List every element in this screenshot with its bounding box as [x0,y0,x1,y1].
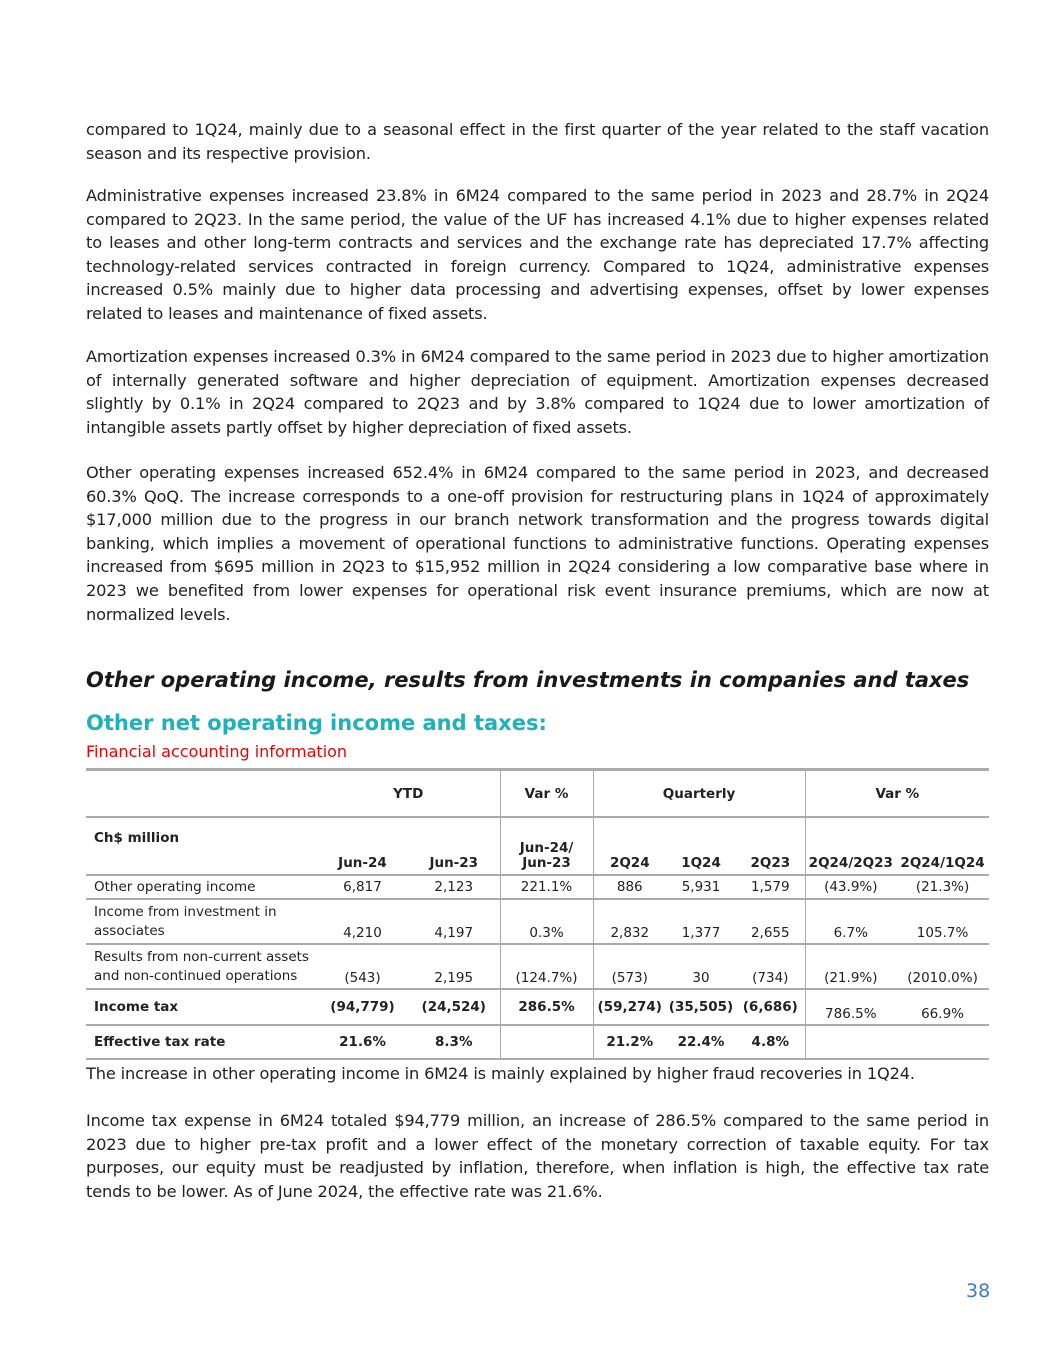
cell: 2,832 [593,899,666,944]
paragraph-other-operating-expenses: Other operating expenses increased 652.4% in 6M24 compared to the same period in 2023, and decreased 60.3% QoQ. The increase corresponds to a one-off provision for restructuring plans in 1Q24 of approximately $17,000 million due to the progress in our branch network transformation and the progress towards digital banking, which implies a movement of operational functions to administrative functions. Operating expenses increased from $695 million in 2Q23 to $15,952 million in 2Q24 considering a low comparative base where in 2023 we benefited from lower expenses for operational risk event insurance premiums, which are now at normalized levels. [86,463,989,624]
cell: (21.3%) [896,875,989,899]
cell: 886 [593,875,666,899]
cell: 2,195 [408,944,500,989]
cell: (124.7%) [500,944,593,989]
group-header: YTD [317,770,500,818]
cell: (21.9%) [805,944,896,989]
row-label: Results from non-current assets and non-continued operations [86,944,317,989]
cell: 286.5% [500,989,593,1025]
cell: 30 [666,944,736,989]
cell: 21.2% [593,1025,666,1059]
cell: 5,931 [666,875,736,899]
table-row [86,1025,989,1059]
cell: 22.4% [666,1025,736,1059]
cell: 4,210 [317,899,408,944]
column-header: Jun-23 [408,817,500,875]
cell: 1,377 [666,899,736,944]
cell: (43.9%) [805,875,896,899]
cell: (94,779) [317,989,408,1025]
cell [896,1025,989,1059]
cell: 6,817 [317,875,408,899]
cell: 786.5% [805,989,896,1025]
empty-header [86,770,317,818]
column-header: Jun-24 [317,817,408,875]
column-header-row [86,817,989,875]
cell: (6,686) [736,989,805,1025]
cell: 21.6% [317,1025,408,1059]
cell: 2,123 [408,875,500,899]
table-row [86,875,989,899]
cell: (35,505) [666,989,736,1025]
paragraph-other-income: The increase in other operating income in 6M24 is mainly explained by higher fraud recoveries in 1Q24. [86,1064,915,1083]
row-label: Effective tax rate [86,1025,317,1059]
cell [805,1025,896,1059]
table-row [86,899,989,944]
column-header: 2Q24 [593,817,666,875]
cell: 1,579 [736,875,805,899]
unit-label: Ch$ million [86,817,317,875]
cell: 66.9% [896,989,989,1025]
cell: 0.3% [500,899,593,944]
column-header: 2Q24/1Q24 [896,817,989,875]
group-header: Quarterly [593,770,805,818]
cell: (734) [736,944,805,989]
group-header-row [86,770,989,818]
column-header: 1Q24 [666,817,736,875]
cell: 2,655 [736,899,805,944]
group-header: Var % [500,770,593,818]
paragraph-administrative-expenses: Administrative expenses increased 23.8% in 6M24 compared to the same period in 2023 and 28.7% in 2Q24 compared to 2Q23. In the same period, the value of the UF has increased 4.1% due to higher expenses related to leases and other long-term contracts and services and the exchange rate has depreciated 17.7% affecting technology-related services contracted in foreign currency. Compared to 1Q24, administrative expenses increased 0.5% mainly due to higher data processing and advertising expenses, offset by lower expenses related to leases and maintenance of fixed assets. [86,186,989,323]
row-label: Other operating income [86,875,317,899]
cell: (24,524) [408,989,500,1025]
cell: 4.8% [736,1025,805,1059]
group-header: Var % [805,770,989,818]
cell: 221.1% [500,875,593,899]
cell: (573) [593,944,666,989]
row-label: Income from investment in associates [86,899,317,944]
cell [500,1025,593,1059]
section-title: Other operating income, results from investments in companies and taxes [86,668,970,692]
column-header: Jun-24/ Jun-23 [500,817,593,875]
table-title: Other net operating income and taxes: [86,711,547,735]
table-row [86,944,989,989]
other-income-taxes-table [86,768,989,1060]
table-row [86,989,989,1025]
row-label: Income tax [86,989,317,1025]
cell: 105.7% [896,899,989,944]
table-subtitle: Financial accounting information [86,742,348,761]
column-header: 2Q24/2Q23 [805,817,896,875]
paragraph-income-tax: Income tax expense in 6M24 totaled $94,779 million, an increase of 286.5% compared to the same period in 2023 due to higher pre-tax profit and a lower effect of the monetary correction of taxable equity. For tax purposes, our equity must be readjusted by inflation, therefore, when inflation is high, the effective tax rate tends to be lower. As of June 2024, the effective rate was 21.6%. [86,1111,989,1201]
cell: 4,197 [408,899,500,944]
cell: (59,274) [593,989,666,1025]
cell: (543) [317,944,408,989]
page-number: 38 [966,1280,991,1302]
cell: 6.7% [805,899,896,944]
cell: 8.3% [408,1025,500,1059]
cell: (2010.0%) [896,944,989,989]
paragraph-staff-expenses: compared to 1Q24, mainly due to a seasonal effect in the first quarter of the year related to the staff vacation season and its respective provision. [86,120,989,163]
paragraph-amortization: Amortization expenses increased 0.3% in 6M24 compared to the same period in 2023 due to higher amortization of internally generated software and higher depreciation of equipment. Amortization expenses decreased slightly by 0.1% in 2Q24 compared to 2Q23 and by 3.8% compared to 1Q24 due to lower amortization of intangible assets partly offset by higher depreciation of fixed assets. [86,347,989,437]
column-header: 2Q23 [736,817,805,875]
